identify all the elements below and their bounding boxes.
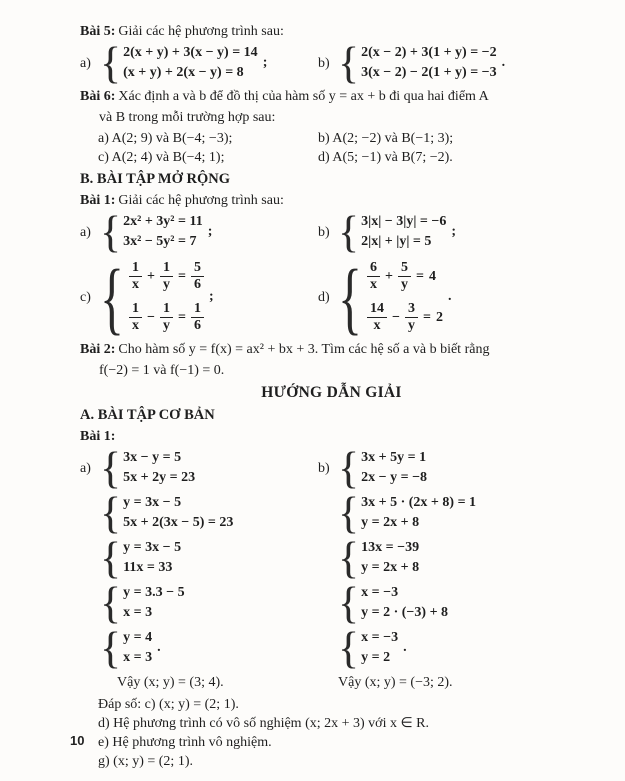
- system-label: b): [318, 224, 330, 240]
- equation-line: 3x² − 5y² = 7: [123, 234, 197, 249]
- point-pair-d: d) A(5; −1) và B(7; −2).: [318, 150, 453, 165]
- equation-line: x = −3: [361, 630, 399, 645]
- fraction: [160, 301, 173, 334]
- equation-line: 3(x − 2) − 2(1 + y) = −3: [361, 65, 497, 80]
- system: [318, 251, 583, 343]
- brace-glyph: {: [100, 37, 122, 88]
- fraction-denominator: y: [400, 277, 408, 292]
- equation-line: (x + y) + 2(x − y) = 8: [123, 65, 244, 80]
- conclusion-row: [80, 673, 583, 692]
- fraction-denominator: x: [370, 277, 377, 292]
- problem-5-label: Bài 5:: [80, 24, 116, 39]
- equation-line: 3x + 5y = 1: [361, 450, 427, 465]
- solution-step-row: [80, 487, 583, 538]
- problem-5-text: Giải các hệ phương trình sau:: [118, 24, 284, 39]
- equals-sign: =: [177, 268, 186, 284]
- brace-glyph: {: [338, 487, 360, 538]
- system-b1d: [318, 251, 583, 343]
- equation-line: y = 4: [123, 630, 153, 645]
- system: [318, 532, 583, 583]
- fraction-denominator: x: [132, 318, 139, 333]
- equation-line: x = 3: [123, 605, 153, 620]
- answer-line: e) Hệ phương trình vô nghiệm.: [98, 735, 272, 750]
- section-b-heading: B. BÀI TẬP MỞ RỘNG: [80, 171, 230, 187]
- equation-line: x = −3: [361, 585, 399, 600]
- solution-right: [318, 532, 583, 583]
- equation-line: 2x² + 3y² = 11: [123, 214, 203, 229]
- system: [318, 577, 583, 628]
- solution-right: [318, 622, 583, 673]
- equations: [361, 448, 427, 488]
- fraction-numerator: 5: [191, 260, 204, 277]
- system-5b: [318, 37, 583, 88]
- system-label: d): [318, 289, 330, 305]
- fraction: [129, 301, 142, 334]
- equation-line: y = 2x + 8: [361, 560, 420, 575]
- b1-systems-cd: [80, 251, 583, 343]
- fraction-denominator: x: [373, 318, 381, 333]
- problem-5-systems: [80, 37, 583, 88]
- brace-glyph: {: [100, 487, 122, 538]
- equations: [361, 583, 448, 623]
- fraction: [129, 260, 142, 293]
- system: [318, 37, 583, 88]
- equation-line: 3|x| − 3|y| = −6: [361, 214, 447, 229]
- equation-line: y = 2: [361, 650, 391, 665]
- fraction-numerator: 5: [398, 260, 411, 277]
- equation-line: y = 3x − 5: [123, 540, 182, 555]
- solution-step-row: [80, 532, 583, 583]
- fraction-equation: [367, 259, 443, 295]
- solution-left: [80, 442, 318, 493]
- system-b1c: [80, 251, 318, 343]
- fraction: [367, 301, 387, 334]
- system-5a: [80, 37, 318, 88]
- solution-left: [80, 622, 318, 673]
- problem-6-text-cont: và B trong mỗi trường hợp sau:: [99, 110, 276, 125]
- equation-line: y = 3.3 − 5: [123, 585, 185, 600]
- equation-line: 3x + 5 · (2x + 8) = 1: [361, 495, 477, 510]
- equations: [123, 538, 181, 578]
- brace-glyph: {: [100, 622, 122, 673]
- system-separator: .: [403, 640, 407, 655]
- b-problem-1-text: Giải các hệ phương trình sau:: [118, 193, 284, 208]
- fraction-numerator: 1: [191, 301, 204, 318]
- brace-glyph: {: [100, 442, 122, 493]
- system-label: c): [80, 289, 91, 305]
- section-a-heading: A. BÀI TẬP CƠ BẢN: [80, 407, 215, 423]
- equations: [367, 259, 443, 336]
- brace-glyph: {: [100, 206, 122, 257]
- equation-line: 11x = 33: [123, 560, 173, 575]
- fraction-numerator: 1: [129, 301, 142, 318]
- system-label: b): [318, 460, 330, 476]
- operator: +: [147, 268, 155, 284]
- problem-6-items-row2: [80, 148, 583, 167]
- problem-6-label: Bài 6:: [80, 89, 116, 104]
- solution-step-row: [80, 577, 583, 628]
- answer-line: g) (x; y) = (2; 1).: [98, 754, 193, 769]
- equations: [361, 493, 476, 533]
- system: [80, 251, 318, 343]
- fraction-equation: [367, 300, 443, 336]
- equations: [361, 538, 419, 578]
- equation-line: x = 3: [123, 650, 153, 665]
- fraction-numerator: 14: [367, 301, 387, 318]
- equation-line: 2(x + y) + 3(x − y) = 14: [123, 45, 258, 60]
- solution-problem-1-label: [80, 427, 583, 446]
- solution-left: [80, 487, 318, 538]
- solution-step-row: [80, 622, 583, 673]
- equation-line: 5x + 2(3x − 5) = 23: [123, 515, 234, 530]
- problem-6-title: [80, 87, 583, 106]
- equations: [123, 212, 203, 252]
- fraction: [405, 301, 418, 334]
- bold-label: Bài 1:: [80, 429, 116, 444]
- system: [318, 622, 583, 673]
- equals-sign: =: [177, 309, 186, 325]
- brace-glyph: {: [100, 251, 124, 343]
- brace-glyph: {: [338, 37, 360, 88]
- brace-glyph: {: [100, 577, 122, 628]
- fraction-denominator: 6: [193, 277, 201, 292]
- equals-sign: =: [422, 309, 431, 325]
- system: [80, 577, 318, 628]
- equation-line: y = 3x − 5: [123, 495, 182, 510]
- problem-5-title: [80, 22, 583, 41]
- fraction-equation: [129, 259, 204, 295]
- equations: [361, 212, 446, 252]
- equation-line: 2(x − 2) + 3(1 + y) = −2: [361, 45, 497, 60]
- b1-systems-ab: [80, 206, 583, 257]
- b-problem-2-label: Bài 2:: [80, 342, 116, 357]
- equations: [123, 583, 184, 623]
- point-pair-c: c) A(2; 4) và B(−4; 1);: [98, 150, 225, 165]
- fraction-numerator: 1: [129, 260, 142, 277]
- fraction-denominator: y: [162, 277, 170, 292]
- equation-line: 13x = −39: [361, 540, 420, 555]
- fraction: [367, 260, 380, 293]
- b-problem-1-title: [80, 191, 583, 210]
- system-separator: .: [447, 289, 452, 304]
- brace-glyph: {: [338, 251, 362, 343]
- system-label: b): [318, 55, 330, 71]
- brace-glyph: {: [338, 206, 360, 257]
- solution-right: [318, 442, 583, 493]
- system-label: a): [80, 224, 91, 240]
- point-pair-a: a) A(2; 9) và B(−4; −3);: [98, 131, 233, 146]
- system: [80, 442, 318, 493]
- brace-glyph: {: [338, 442, 360, 493]
- system: [80, 622, 318, 673]
- equation-line: y = 2x + 8: [361, 515, 420, 530]
- system: [80, 532, 318, 583]
- system: [80, 487, 318, 538]
- system-separator: .: [157, 640, 161, 655]
- page-number: 10: [70, 733, 85, 748]
- fraction-numerator: 1: [160, 301, 173, 318]
- equation-rhs: 2: [435, 309, 443, 325]
- fraction: [398, 260, 411, 293]
- brace-glyph: {: [338, 532, 360, 583]
- equation-line: 2|x| + |y| = 5: [361, 234, 432, 249]
- point-pair-b: b) A(2; −2) và B(−1; 3);: [318, 131, 454, 146]
- brace-glyph: {: [338, 622, 360, 673]
- fraction: [191, 260, 204, 293]
- equation-rhs: 4: [428, 268, 436, 284]
- brace-glyph: {: [338, 577, 360, 628]
- equals-sign: =: [415, 268, 424, 284]
- equations: [123, 43, 258, 83]
- equations: [123, 448, 195, 488]
- equations: [361, 628, 398, 668]
- solution-right: [318, 577, 583, 628]
- system-separator: ;: [208, 289, 214, 304]
- conclusion-left: Vậy (x; y) = (3; 4).: [117, 675, 224, 690]
- fraction-numerator: 1: [160, 260, 173, 277]
- solution-right: [318, 487, 583, 538]
- solution-left: [80, 577, 318, 628]
- answer-line: d) Hệ phương trình có vô số nghiệm (x; 2x + 3) với x ∈ R.: [98, 716, 430, 731]
- fraction-denominator: x: [132, 277, 139, 292]
- system: [80, 37, 318, 88]
- fraction: [160, 260, 173, 293]
- equations: [123, 493, 233, 533]
- system: [318, 487, 583, 538]
- b-problem-2-title: [80, 340, 583, 359]
- operator: +: [385, 268, 393, 284]
- fraction: [191, 301, 204, 334]
- problem-6-text: Xác định a và b để đồ thị của hàm số y = ax + b đi qua hai điểm A: [118, 89, 489, 104]
- operator: −: [392, 309, 400, 325]
- system-separator: .: [501, 55, 506, 70]
- solution-left: [80, 532, 318, 583]
- system-separator: ;: [207, 224, 213, 239]
- equations: [361, 43, 497, 83]
- fraction-numerator: 3: [405, 301, 418, 318]
- system-label: a): [80, 55, 91, 71]
- equation-line: 2x − y = −8: [361, 470, 428, 485]
- brace-glyph: {: [100, 532, 122, 583]
- equations: [129, 259, 204, 336]
- b-problem-2-text: Cho hàm số y = f(x) = ax² + bx + 3. Tìm các hệ số a và b biết rằng: [118, 342, 490, 357]
- equations: [123, 628, 152, 668]
- system-label: a): [80, 460, 91, 476]
- fraction-equation: [129, 300, 204, 336]
- fraction-denominator: y: [407, 318, 415, 333]
- operator: −: [147, 309, 155, 325]
- fraction-numerator: 6: [367, 260, 380, 277]
- system: [318, 442, 583, 493]
- equation-line: 3x − y = 5: [123, 450, 182, 465]
- equation-line: 5x + 2y = 23: [123, 470, 196, 485]
- fraction-denominator: 6: [193, 318, 201, 333]
- b-problem-2-text-cont: f(−2) = 1 và f(−1) = 0.: [99, 363, 225, 378]
- system-separator: ;: [451, 224, 457, 239]
- equation-line: y = 2 · (−3) + 8: [361, 605, 449, 620]
- answer-line: Đáp số: c) (x; y) = (2; 1).: [98, 697, 239, 712]
- conclusion-right: Vậy (x; y) = (−3; 2).: [338, 675, 453, 690]
- system-separator: ;: [262, 55, 268, 70]
- solution-step-row: [80, 442, 583, 493]
- problem-6-items-row1: [80, 129, 583, 148]
- fraction-denominator: y: [162, 318, 170, 333]
- solutions-heading: HƯỚNG DẪN GIẢI: [261, 384, 402, 401]
- b-problem-1-label: Bài 1:: [80, 193, 116, 208]
